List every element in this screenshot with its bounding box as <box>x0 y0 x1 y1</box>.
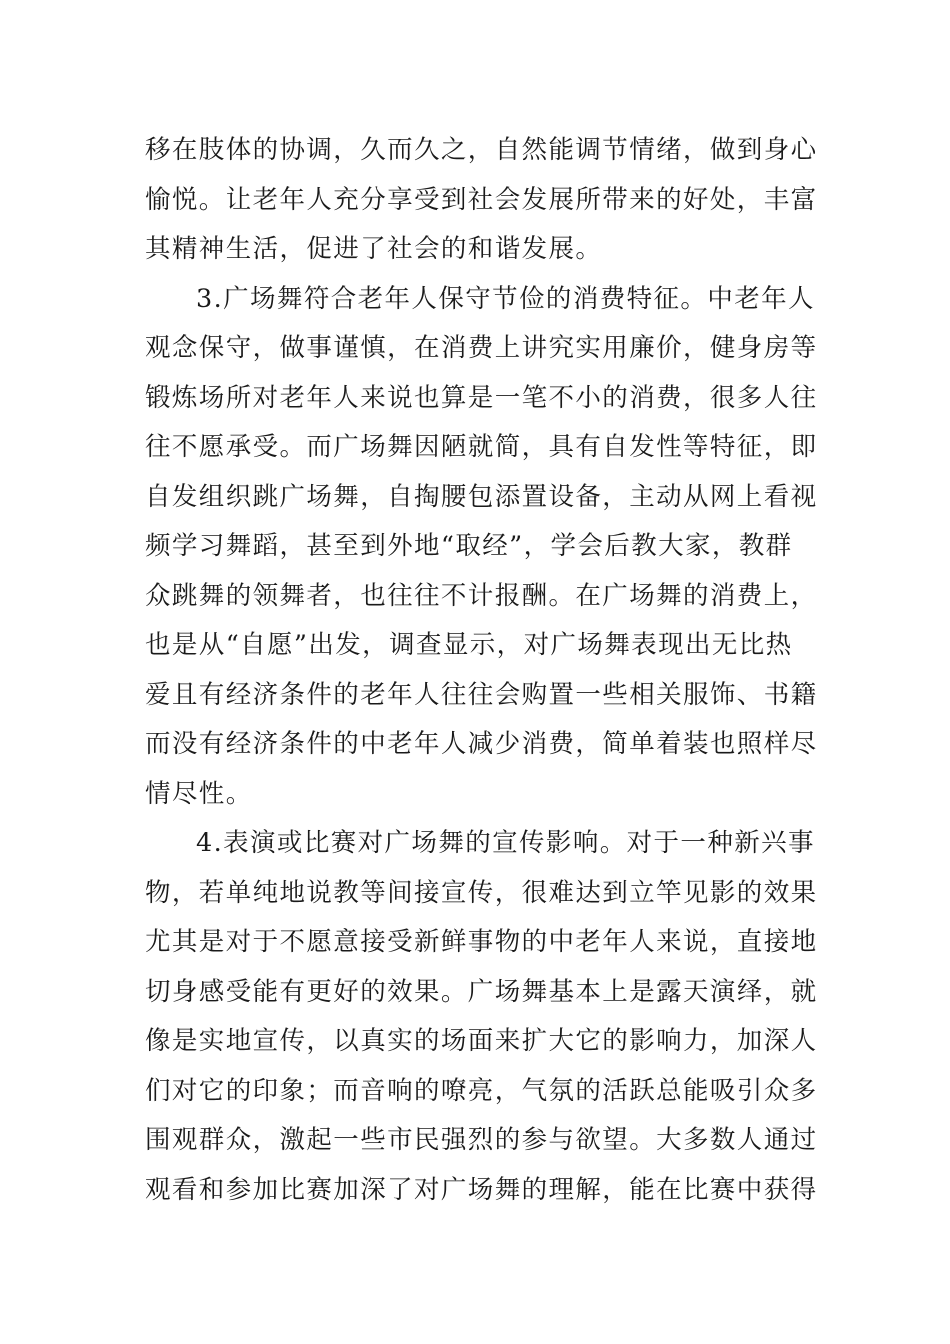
text-line: 也是从“自愿”出发，调查显示，对广场舞表现出无比热 <box>145 630 793 660</box>
text-line: 观念保守，做事谨慎，在消费上讲究实用廉价，健身房等 <box>145 333 818 363</box>
text-line: 物，若单纯地说教等间接宣传，很难达到立竿见影的效果 <box>145 877 818 908</box>
text-line: 频学习舞蹈，甚至到外地“取经”，学会后教大家，教群 <box>145 531 793 561</box>
text-line: 爱且有经济条件的老年人往往会购置一些相关服饰、书籍 <box>145 679 818 710</box>
text-line: 们对它的印象；而音响的嘹亮，气氛的活跃总能吸引众多 <box>145 1075 818 1106</box>
text-line: 而没有经济条件的中老年人减少消费，简单着装也照样尽 <box>145 729 818 759</box>
text-line: 像是实地宣传，以真实的场面来扩大它的影响力，加深人 <box>145 1026 818 1056</box>
paragraph-3-first-line: 3.广场舞符合老年人保守节俭的消费特征。中老年人 <box>196 283 815 314</box>
text-line: 尤其是对于不愿意接受新鲜事物的中老年人来说，直接地 <box>145 927 818 957</box>
text-line: 情尽性。 <box>145 778 253 809</box>
text-line: 往不愿承受。而广场舞因陋就简，具有自发性等特征，即 <box>145 432 818 462</box>
text-line: 观看和参加比赛加深了对广场舞的理解，能在比赛中获得 <box>145 1174 818 1205</box>
text-line: 愉悦。让老年人充分享受到社会发展所带来的好处，丰富 <box>145 184 818 215</box>
body-text <box>145 126 818 1215</box>
text-line: 自发组织跳广场舞，自掏腰包添置设备，主动从网上看视 <box>145 481 818 512</box>
text-line: 围观群众，激起一些市民强烈的参与欲望。大多数人通过 <box>145 1125 818 1155</box>
text-line: 切身感受能有更好的效果。广场舞基本上是露天演绎，就 <box>145 976 818 1007</box>
text-line: 众跳舞的领舞者，也往往不计报酬。在广场舞的消费上， <box>145 580 818 611</box>
text-line: 锻炼场所对老年人来说也算是一笔不小的消费，很多人往 <box>145 382 818 413</box>
text-line: 其精神生活，促进了社会的和谐发展。 <box>145 234 603 264</box>
text-line: 移在肢体的协调，久而久之，自然能调节情绪，做到身心 <box>145 135 818 165</box>
paragraph-4-first-line: 4.表演或比赛对广场舞的宣传影响。对于一种新兴事 <box>196 828 815 858</box>
